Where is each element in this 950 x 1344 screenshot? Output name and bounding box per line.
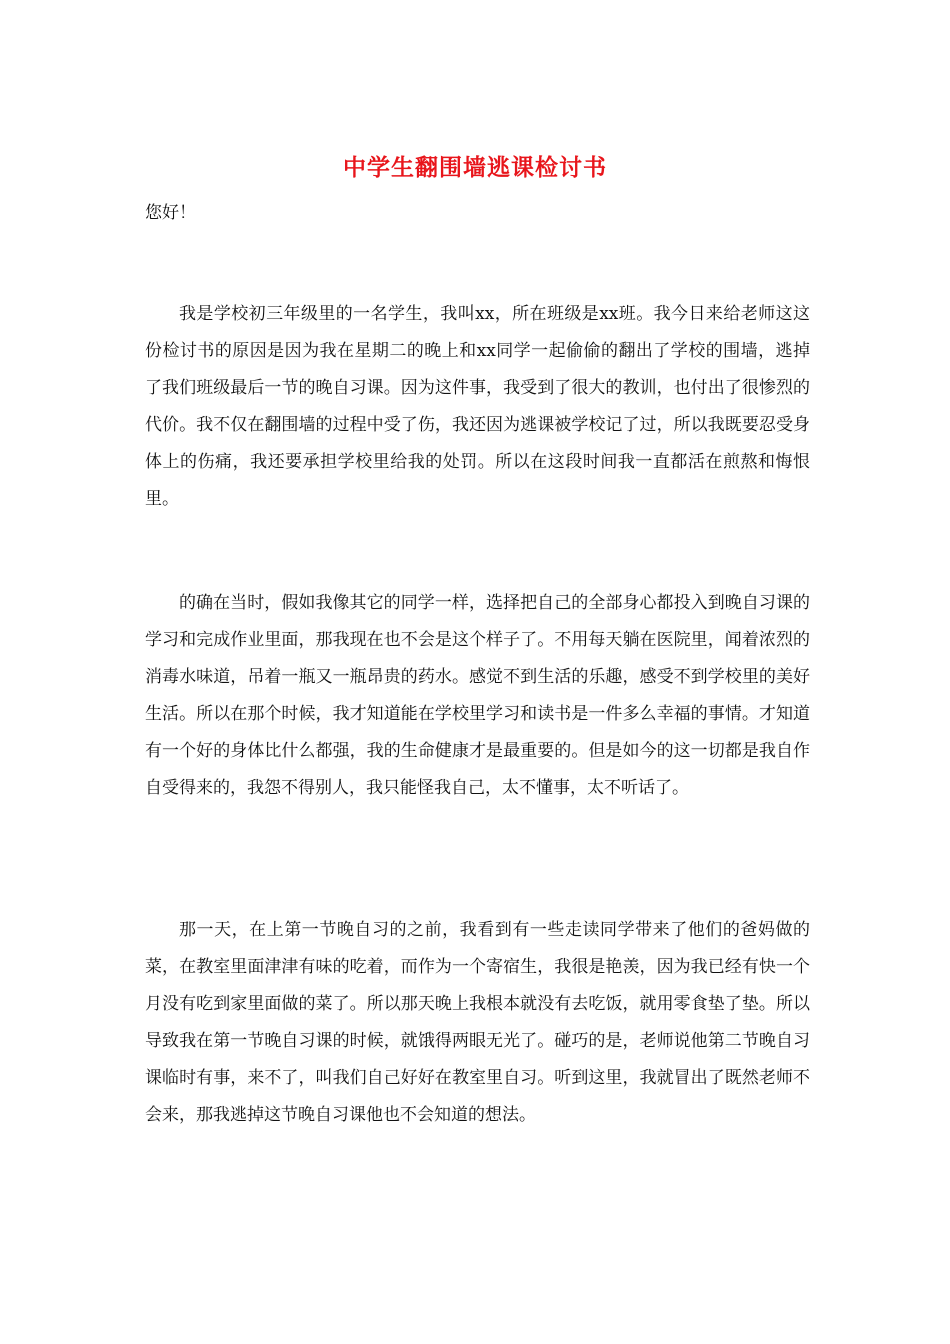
paragraph-2: 的确在当时，假如我像其它的同学一样，选择把自己的全部身心都投入到晚自习课的学习和完成作业里面，那我现在也不会是这个样子了。不用每天躺在医院里，闻着浓烈的消毒水味道，吊着一瓶又一瓶昂贵的药水。感觉不到生活的乐趣，感受不到学校里的美好生活。所以在那个时候，我才知道能在学校里学习和读书是一件多么幸福的事情。才知道有一个好的身体比什么都强，我的生命健康才是最重要的。但是如今的这一切都是我自作自受得来的，我怨不得别人，我只能怪我自己，太不懂事，太不听话了。 bbox=[145, 593, 810, 798]
paragraph-3: 那一天，在上第一节晚自习的之前，我看到有一些走读同学带来了他们的爸妈做的菜，在教室里面津津有味的吃着，而作为一个寄宿生，我很是艳羡，因为我已经有快一个月没有吃到家里面做的菜了。所以那天晚上我根本就没有去吃饭，就用零食垫了垫。所以导致我在第一节晚自习课的时候，就饿得两眼无光了。碰巧的是，老师说他第二节晚自习课临时有事，来不了，叫我们自己好好在教室里自习。听到这里，我就冒出了既然老师不会来，那我逃掉这节晚自习课他也不会知道的想法。 bbox=[145, 920, 810, 1125]
greeting: 您好！ bbox=[145, 203, 196, 223]
document-title: 中学生翻围墙逃课检讨书 bbox=[343, 154, 607, 181]
paragraph-1: 我是学校初三年级里的一名学生，我叫xx，所在班级是xx班。我今日来给老师这这份检讨书的原因是因为我在星期二的晚上和xx同学一起偷偷的翻出了学校的围墙，逃掉了我们班级最后一节的晚自习课。因为这件事，我受到了很大的教训，也付出了很惨烈的代价。我不仅在翻围墙的过程中受了伤，我还因为逃课被学校记了过，所以我既要忍受身体上的伤痛，我还要承担学校里给我的处罚。所以在这段时间我一直都活在煎熬和悔恨里。 bbox=[145, 304, 810, 509]
